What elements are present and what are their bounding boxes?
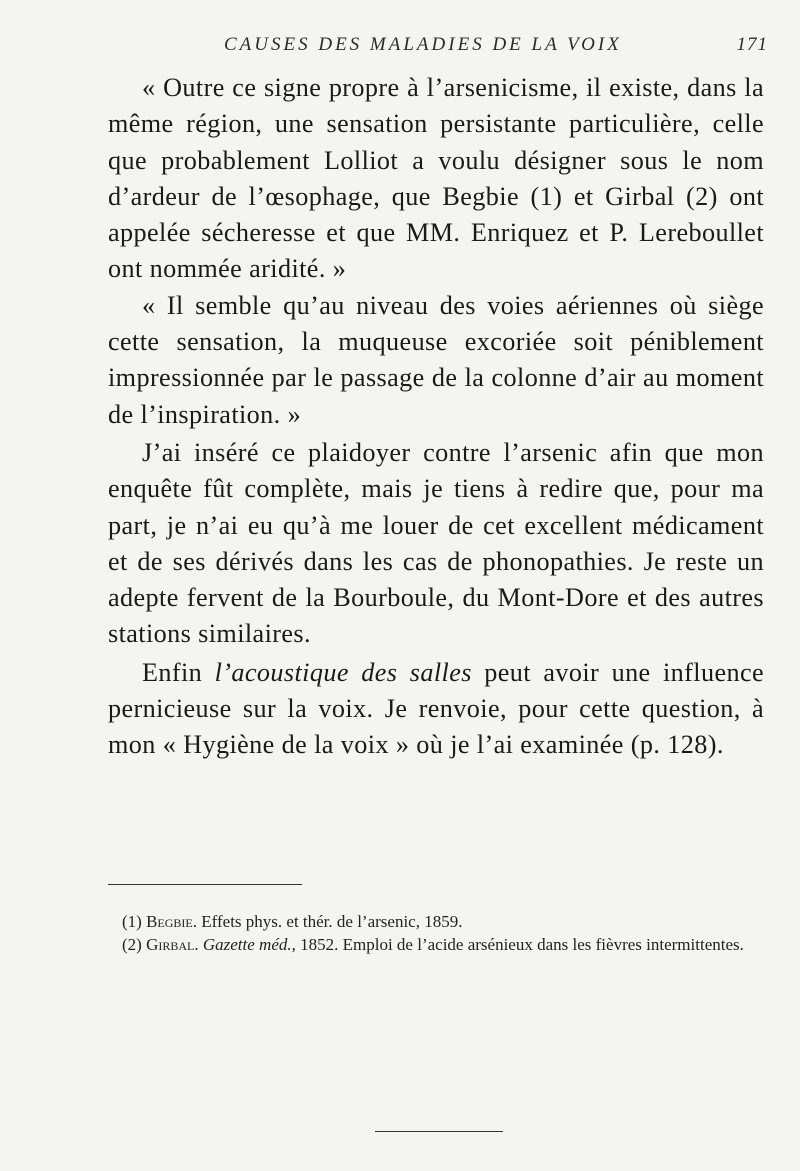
- footnote-2-journal: Gazette méd.,: [202, 935, 296, 954]
- running-title: CAUSES DES MALADIES DE LA VOIX: [224, 34, 622, 55]
- footnote-separator: [108, 884, 302, 885]
- paragraph-acoustics-end: peut avoir une influence pernicieuse sur la voix. Je renvoie, pour cette question, à mon « Hygiène de la voix » où je l’ai examinée (p. 128).: [108, 657, 765, 760]
- paragraph-acoustics-start: Enfin: [142, 657, 203, 687]
- footnote-1: [108, 910, 764, 933]
- paragraph-quote-arsenicism: « Outre ce signe propre à l’arsenicisme, il existe, dans la même région, une sensation persistante particulière, celle que probablement Lolliot a voulu désigner sous le nom d’ardeur de l’œsophage, que Begbie (1) et Girbal (2) ont appelée sécheresse et que MM. Enriquez et P. Lereboullet ont nommée aridité. »: [108, 73, 764, 284]
- footnote-2-mark: (2): [122, 935, 142, 954]
- footnote-1-mark: (1): [122, 912, 142, 931]
- footnote-1-author: Begbie.: [146, 912, 197, 931]
- page-end-rule: [375, 1131, 503, 1132]
- acoustics-italic-term: l’acoustique des salles: [214, 657, 472, 687]
- page-number: 171: [736, 34, 768, 55]
- footnote-2: [108, 933, 764, 956]
- footnote-1-text: Effets phys. et thér. de l’arsenic, 1859.: [201, 912, 463, 931]
- paragraph-author-opinion: J’ai inséré ce plaidoyer contre l’arsenic afin que mon enquête fût complète, mais je tiens à redire que, pour ma part, je n’ai eu qu’à me louer de cet excellent médicament et de ses dérivés dans les cas de phonopathies. Je reste un adepte fervent de la Bourboule, du Mont-Dore et des autres stations similaires.: [108, 437, 764, 649]
- paragraph-quote-airways: « Il semble qu’au niveau des voies aériennes où siège cette sensation, la muqueuse excoriée soit péniblement impressionnée par le passage de la colonne d’air au moment de l’inspiration. »: [108, 290, 764, 429]
- footnote-2-text: 1852. Emploi de l’acide arsénieux dans les fièvres intermittentes.: [300, 935, 744, 954]
- paragraph-acoustics: [108, 655, 764, 764]
- body-text: [108, 70, 764, 764]
- footnotes: [108, 910, 764, 956]
- footnote-2-author: Girbal.: [146, 935, 199, 954]
